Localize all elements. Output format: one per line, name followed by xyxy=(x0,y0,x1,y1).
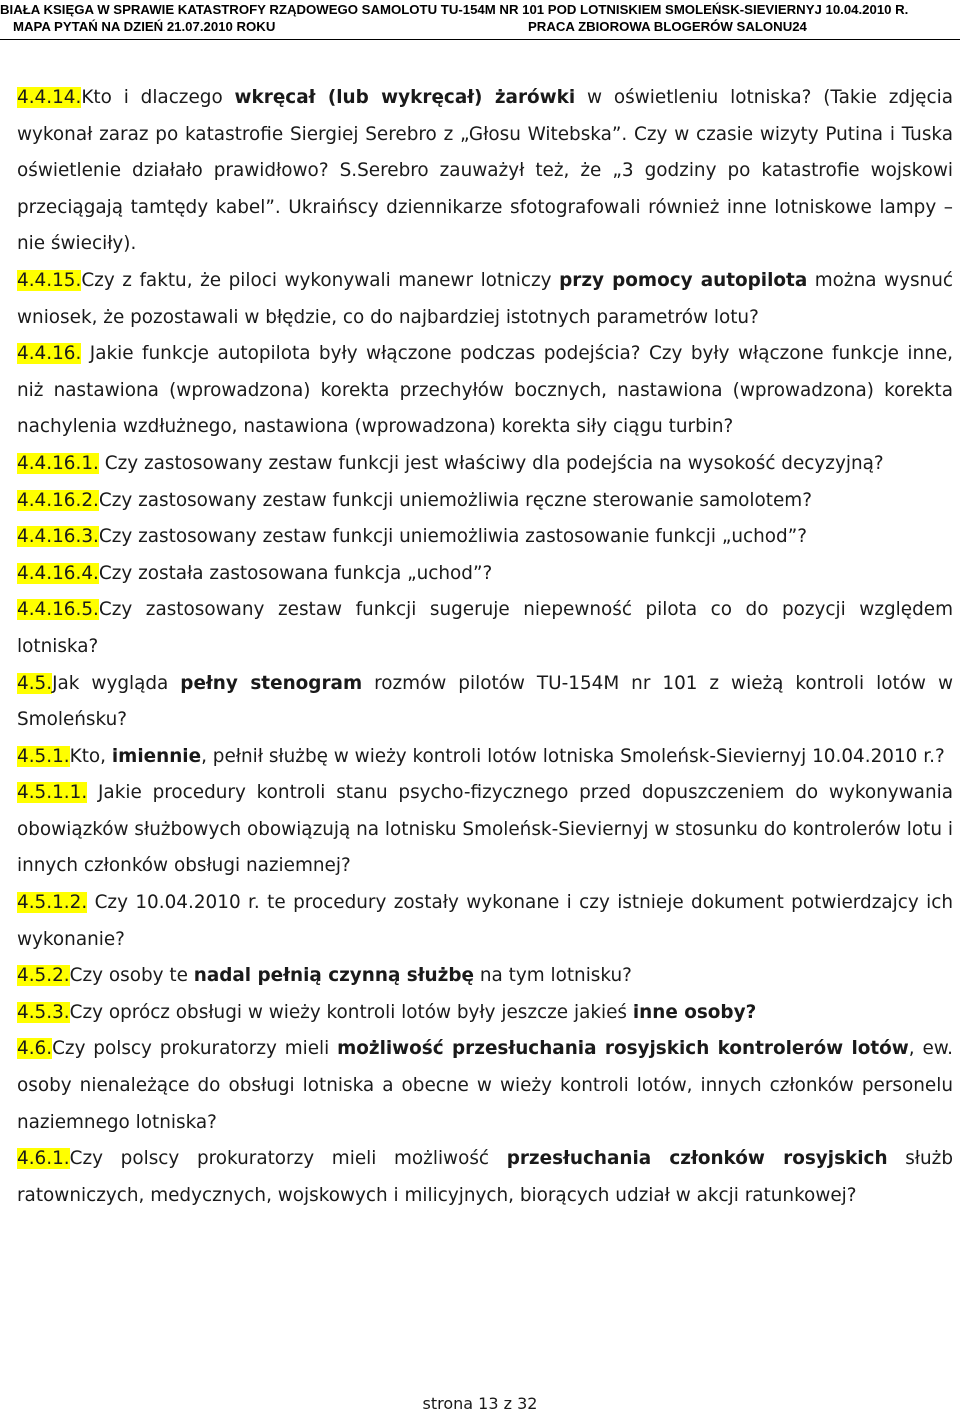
question-text: Czy z faktu, że piloci wykonywali manewr lotniczy xyxy=(81,269,560,291)
question-item xyxy=(17,958,953,995)
question-emphasis: nadal pełnią czynną służbę xyxy=(193,965,474,987)
header-divider xyxy=(0,39,960,40)
questions-list xyxy=(17,80,953,1214)
question-text: Jakie funkcje autopilota były włączone podczas podejścia? Czy były włączone funkcje inne, niż nastawiona (wprowadzona) korekta przechyłów bocznych, nastawiona (wprowadzona) korekta nachylenia wzdłużnego, nastawiona (wprowadzona) korekta siły ciągu turbin? xyxy=(17,343,953,438)
question-text: Czy osoby te xyxy=(69,965,194,987)
question-item xyxy=(17,1031,953,1141)
question-text: Jak wygląda xyxy=(52,672,181,694)
question-item xyxy=(17,775,953,885)
question-number: 4.4.16. xyxy=(17,343,82,365)
question-text: Czy zastosowany zestaw funkcji sugeruje niepewność pilota co do pozycji względem lotniska? xyxy=(17,599,953,657)
page-header xyxy=(0,0,960,40)
question-item xyxy=(17,80,953,263)
question-item xyxy=(17,556,953,593)
question-number: 4.4.15. xyxy=(17,269,82,291)
question-text: Czy oprócz obsługi w wieży kontroli lotów były jeszcze jakieś xyxy=(69,1001,633,1023)
header-authors: PRACA ZBIOROWA BLOGERÓW SALONU24 xyxy=(528,19,807,34)
question-emphasis: możliwość przesłuchania rosyjskich kontrolerów lotów xyxy=(337,1038,909,1060)
question-item xyxy=(17,885,953,958)
question-emphasis: wkręcał (lub wykręcał) żarówki xyxy=(234,87,576,108)
question-item xyxy=(17,1141,953,1214)
question-number: 4.5.3. xyxy=(17,1001,70,1023)
question-text: Czy została zastosowana funkcja „uchod”? xyxy=(98,562,493,584)
question-text: , ew. osoby nienależące do obsługi lotniska a obecne w wieży kontroli lotów, innych członków personelu naziemnego lotniska? xyxy=(17,1038,953,1133)
question-text: w oświetleniu lotniska? (Takie zdjęcia wykonał zaraz po katastrofie Siergiej Serebro z „Głosu Witebska”. Czy w czasie wizyty Putina i Tuska oświetlenie działało prawidłowo? S.Serebro zauważył też, że „3 godziny po katastrofie wojskowi przeciągają tamtędy kabel”. Ukraińscy dziennikarze sfotografowali również inne lotniskowe lampy – nie świeciły). xyxy=(17,87,953,255)
question-number: 4.5. xyxy=(17,672,53,694)
question-text: Czy zastosowany zestaw funkcji uniemożliwia zastosowanie funkcji „uchod”? xyxy=(98,526,807,548)
question-text: Czy polscy prokuratorzy mieli możliwość xyxy=(69,1148,507,1170)
question-item xyxy=(17,519,953,556)
question-emphasis: przesłuchania członków rosyjskich xyxy=(506,1148,888,1170)
question-text: na tym lotnisku? xyxy=(474,965,632,987)
question-emphasis: przy pomocy autopilota xyxy=(559,269,808,291)
question-item xyxy=(17,995,953,1032)
question-text: , pełnił służbę w wieży kontroli lotów lotniska Smoleńsk-Sieviernyj 10.04.2010 r.? xyxy=(201,745,945,767)
question-text: Czy zastosowany zestaw funkcji jest właściwy dla podejścia na wysokość decyzyjną? xyxy=(98,452,884,474)
question-number: 4.5.1.2. xyxy=(17,892,88,914)
question-number: 4.5.1.1. xyxy=(17,782,88,804)
page-number: strona 13 z 32 xyxy=(422,1394,538,1413)
question-text: można wysnuć wniosek, że pozostawali w błędzie, co do najbardziej istotnych parametrów lotu? xyxy=(17,269,953,328)
question-item xyxy=(17,336,953,446)
question-item xyxy=(17,592,953,665)
question-number: 4.5.2. xyxy=(17,965,70,987)
question-text: Czy 10.04.2010 r. te procedury zostały wykonane i czy istnieje dokument potwierdzajcy ich wykonanie? xyxy=(17,892,953,950)
header-title: BIAŁA KSIĘGA W SPRAWIE KATASTROFY RZĄDOWEGO SAMOLOTU TU-154M NR 101 POD LOTNISKIEM SMOLEŃSK-SIEVIERNYJ 10.04.2010 R. xyxy=(0,2,909,17)
question-item xyxy=(17,739,953,776)
question-number: 4.4.16.4. xyxy=(17,562,99,584)
question-text: Czy zastosowany zestaw funkcji uniemożliwia ręczne sterowanie samolotem? xyxy=(98,489,812,511)
question-text: rozmów pilotów TU-154M nr 101 z wieżą kontroli lotów w Smoleńsku? xyxy=(17,672,953,731)
question-text: Czy polscy prokuratorzy mieli xyxy=(52,1038,338,1060)
question-number: 4.4.14. xyxy=(17,87,82,108)
question-number: 4.4.16.2. xyxy=(17,489,99,511)
question-number: 4.6. xyxy=(17,1038,53,1060)
question-text: służb ratowniczych, medycznych, wojskowych i milicyjnych, biorących udział w akcji ratunkowej? xyxy=(17,1148,953,1206)
question-text: Kto, xyxy=(69,745,112,767)
question-number: 4.4.16.5. xyxy=(17,599,99,621)
question-item xyxy=(17,446,953,483)
question-number: 4.4.16.1. xyxy=(17,452,99,474)
question-text: Jakie procedury kontroli stanu psycho-fizycznego przed dopuszczeniem do wykonywania obowiązków służbowych obowiązują na lotnisku Smoleńsk-Sieviernyj w stosunku do kontrolerów lotu i innych członków obsługi naziemnej? xyxy=(17,782,953,877)
question-emphasis: inne osoby? xyxy=(632,1001,757,1023)
question-number: 4.4.16.3. xyxy=(17,526,99,548)
question-item xyxy=(17,666,953,739)
question-item xyxy=(17,263,953,336)
question-number: 4.5.1. xyxy=(17,745,70,767)
question-emphasis: imiennie xyxy=(111,745,202,767)
question-emphasis: pełny stenogram xyxy=(180,672,363,694)
question-text: Kto i dlaczego xyxy=(81,87,235,108)
question-number: 4.6.1. xyxy=(17,1148,70,1170)
question-item xyxy=(17,483,953,520)
header-date: MAPA PYTAŃ NA DZIEŃ 21.07.2010 ROKU xyxy=(13,19,276,34)
